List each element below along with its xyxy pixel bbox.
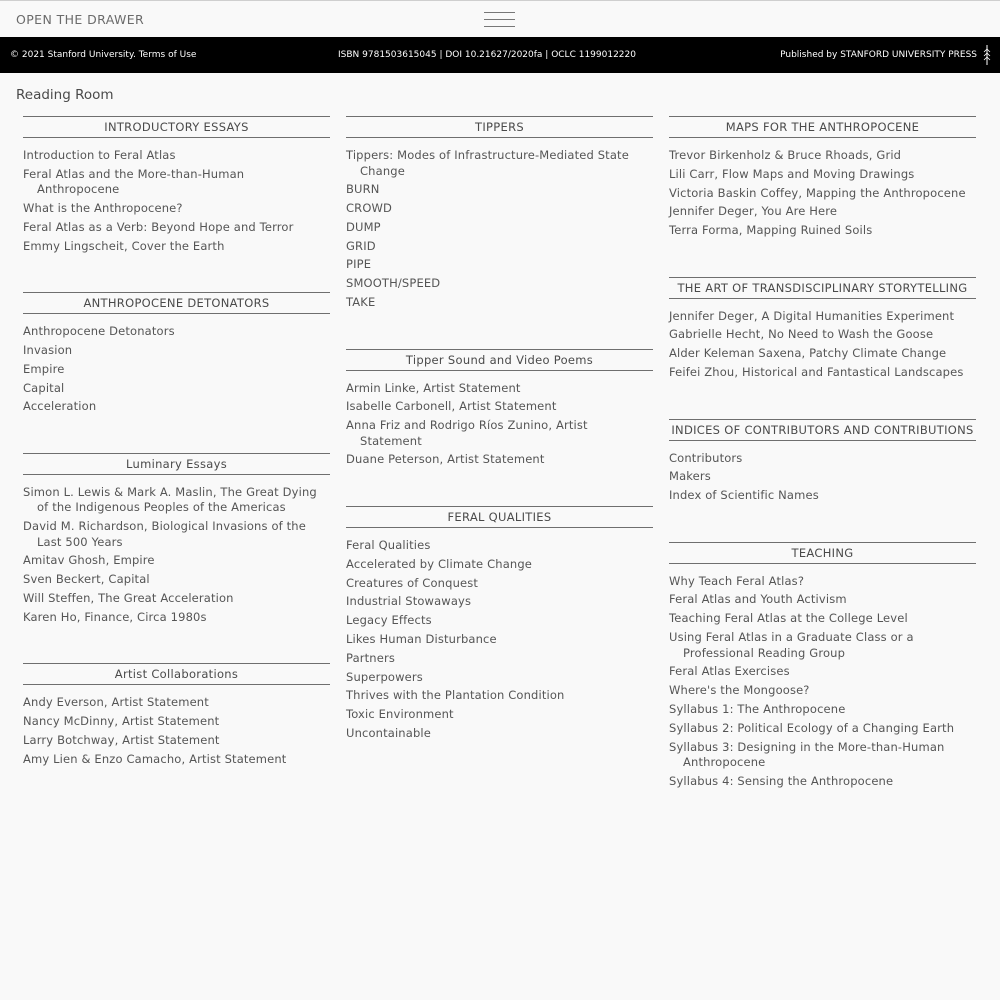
section-link-list (346, 381, 653, 468)
reading-link[interactable]: BURN (346, 182, 380, 197)
reading-link[interactable]: Karen Ho, Finance, Circa 1980s (23, 609, 207, 624)
publication-identifiers: ISBN 9781503615045 | DOI 10.21627/2020fa | OCLC 1199012220 (338, 50, 636, 60)
section-link-list (346, 148, 653, 311)
reading-link[interactable]: Invasion (23, 342, 73, 357)
reading-link[interactable]: Introduction to Feral Atlas (23, 148, 176, 162)
reading-link[interactable]: Alder Keleman Saxena, Patchy Climate Change (669, 346, 947, 361)
reading-link[interactable]: Andy Everson, Artist Statement (23, 695, 209, 710)
reading-link[interactable]: CROWD (346, 201, 393, 216)
reading-link[interactable]: Simon L. Lewis & Mark A. Maslin, The Great Dying of the Indigenous Peoples of the Americas (23, 484, 317, 515)
reading-link[interactable]: Emmy Lingscheit, Cover the Earth (23, 238, 225, 253)
column-3 (669, 116, 976, 827)
section-link-list (346, 538, 653, 741)
reading-link[interactable]: Armin Linke, Artist Statement (346, 380, 521, 395)
column-2 (346, 116, 653, 779)
reading-link[interactable]: Lili Carr, Flow Maps and Moving Drawings (669, 166, 915, 181)
reading-link[interactable]: Gabrielle Hecht, No Need to Wash the Goose (669, 327, 934, 342)
column-1 (23, 116, 330, 805)
section-heading[interactable]: Tipper Sound and Video Poems (346, 349, 653, 371)
copyright-terms-link[interactable]: © 2021 Stanford University. Terms of Use (10, 50, 197, 60)
reading-link[interactable]: Anthropocene Detonators (23, 324, 175, 339)
reading-link[interactable]: Why Teach Feral Atlas? (669, 573, 805, 588)
section-link-list (669, 148, 976, 239)
section-tipper-sound-and-video-poems (346, 349, 653, 468)
reading-link[interactable]: David M. Richardson, Biological Invasions of the Last 500 Years (23, 519, 306, 549)
section-heading[interactable]: TIPPERS (346, 116, 653, 138)
reading-link[interactable]: Feral Qualities (346, 537, 431, 552)
section-heading[interactable]: MAPS FOR THE ANTHROPOCENE (669, 116, 976, 138)
reading-link[interactable]: Isabelle Carbonell, Artist Statement (346, 399, 557, 414)
reading-link[interactable]: GRID (346, 238, 376, 253)
section-feral-qualities (346, 506, 653, 741)
section-link-list (669, 451, 976, 504)
reading-link[interactable]: What is the Anthropocene? (23, 201, 183, 216)
reading-link[interactable]: Uncontainable (346, 725, 431, 740)
reading-link[interactable]: Syllabus 1: The Anthropocene (669, 701, 846, 716)
reading-link[interactable]: Syllabus 4: Sensing the Anthropocene (669, 773, 894, 788)
reading-link[interactable]: Legacy Effects (346, 613, 432, 628)
reading-link[interactable]: Amitav Ghosh, Empire (23, 553, 155, 568)
reading-link[interactable]: Partners (346, 650, 395, 665)
section-indices-of-contributors-and-contributions (669, 419, 976, 504)
reading-link[interactable]: SMOOTH/SPEED (346, 276, 441, 291)
reading-link[interactable]: Feral Atlas Exercises (669, 664, 790, 679)
reading-link[interactable]: Terra Forma, Mapping Ruined Soils (669, 223, 873, 238)
reading-link[interactable]: Makers (669, 469, 711, 484)
reading-link[interactable]: Capital (23, 380, 65, 395)
top-bar (0, 0, 1000, 37)
reading-link[interactable]: Larry Botchway, Artist Statement (23, 732, 220, 747)
reading-link[interactable]: Duane Peterson, Artist Statement (346, 452, 545, 467)
section-heading[interactable]: INTRODUCTORY ESSAYS (23, 116, 330, 138)
plant-stalk-icon (982, 45, 992, 65)
reading-link[interactable]: Amy Lien & Enzo Camacho, Artist Statement (23, 751, 287, 766)
reading-link[interactable]: Index of Scientific Names (669, 488, 819, 503)
reading-link[interactable]: Feral Atlas and Youth Activism (669, 592, 847, 607)
section-link-list (669, 309, 976, 381)
section-the-art-of-transdisciplinary-storytelling (669, 277, 976, 381)
reading-link[interactable]: Syllabus 2: Political Ecology of a Changing Earth (669, 720, 955, 735)
publisher-link[interactable]: Published by STANFORD UNIVERSITY PRESS (780, 50, 977, 60)
section-heading[interactable]: THE ART OF TRANSDISCIPLINARY STORYTELLING (669, 277, 976, 299)
reading-link[interactable]: Contributors (669, 450, 743, 465)
section-introductory-essays (23, 116, 330, 254)
section-anthropocene-detonators (23, 292, 330, 415)
section-teaching (669, 542, 976, 790)
section-link-list (23, 695, 330, 767)
section-heading[interactable]: Artist Collaborations (23, 663, 330, 685)
section-maps-for-the-anthropocene (669, 116, 976, 239)
reading-link[interactable]: PIPE (346, 257, 372, 272)
reading-link[interactable]: Using Feral Atlas in a Graduate Class or a Professional Reading Group (669, 630, 914, 660)
section-tippers (346, 116, 653, 311)
reading-link[interactable]: Syllabus 3: Designing in the More-than-Human Anthropocene (669, 739, 945, 770)
open-drawer-link[interactable]: OPEN THE DRAWER (16, 12, 145, 27)
section-link-list (669, 574, 976, 790)
publication-info-bar (0, 37, 1000, 73)
reading-link[interactable]: Victoria Baskin Coffey, Mapping the Anthropocene (669, 185, 966, 200)
section-heading[interactable]: INDICES OF CONTRIBUTORS AND CONTRIBUTIONS (669, 419, 976, 441)
reading-link[interactable]: Likes Human Disturbance (346, 631, 497, 646)
reading-link[interactable]: Sven Beckert, Capital (23, 572, 150, 587)
section-link-list (23, 148, 330, 254)
reading-link[interactable]: Will Steffen, The Great Acceleration (23, 591, 234, 606)
reading-link[interactable]: Feral Atlas and the More-than-Human Anthropocene (23, 166, 245, 197)
reading-link[interactable]: Thrives with the Plantation Condition (346, 688, 565, 703)
section-heading[interactable]: TEACHING (669, 542, 976, 564)
reading-link[interactable]: Acceleration (23, 399, 97, 414)
reading-link[interactable]: Toxic Environment (346, 707, 454, 722)
reading-link[interactable]: Creatures of Conquest (346, 575, 479, 590)
reading-link[interactable]: Industrial Stowaways (346, 594, 472, 609)
reading-link[interactable]: Tippers: Modes of Infrastructure-Mediated State Change (346, 148, 629, 178)
section-link-list (23, 324, 330, 415)
section-luminary-essays (23, 453, 330, 625)
reading-link[interactable]: Where's the Mongoose? (669, 683, 810, 698)
reading-link[interactable]: Empire (23, 361, 65, 376)
reading-link[interactable]: Jennifer Deger, You Are Here (669, 204, 838, 219)
hamburger-menu-icon[interactable] (484, 11, 515, 29)
reading-link[interactable]: Trevor Birkenholz & Bruce Rhoads, Grid (669, 148, 902, 162)
reading-link[interactable]: Feifei Zhou, Historical and Fantastical Landscapes (669, 365, 964, 380)
reading-link[interactable]: Jennifer Deger, A Digital Humanities Experiment (669, 308, 955, 323)
reading-link[interactable]: DUMP (346, 219, 381, 234)
reading-link[interactable]: Superpowers (346, 669, 423, 684)
reading-link[interactable]: Anna Friz and Rodrigo Ríos Zunino, Artist Statement (346, 418, 588, 448)
reading-link[interactable]: Feral Atlas as a Verb: Beyond Hope and Terror (23, 219, 294, 234)
reading-link[interactable]: TAKE (346, 295, 376, 310)
section-heading[interactable]: FERAL QUALITIES (346, 506, 653, 528)
section-link-list (23, 485, 330, 625)
page-title: Reading Room (16, 87, 114, 103)
section-heading[interactable]: ANTHROPOCENE DETONATORS (23, 292, 330, 314)
reading-link[interactable]: Accelerated by Climate Change (346, 556, 533, 571)
reading-link[interactable]: Nancy McDinny, Artist Statement (23, 714, 220, 729)
reading-link[interactable]: Teaching Feral Atlas at the College Level (669, 611, 908, 626)
section-artist-collaborations (23, 663, 330, 767)
section-heading[interactable]: Luminary Essays (23, 453, 330, 475)
